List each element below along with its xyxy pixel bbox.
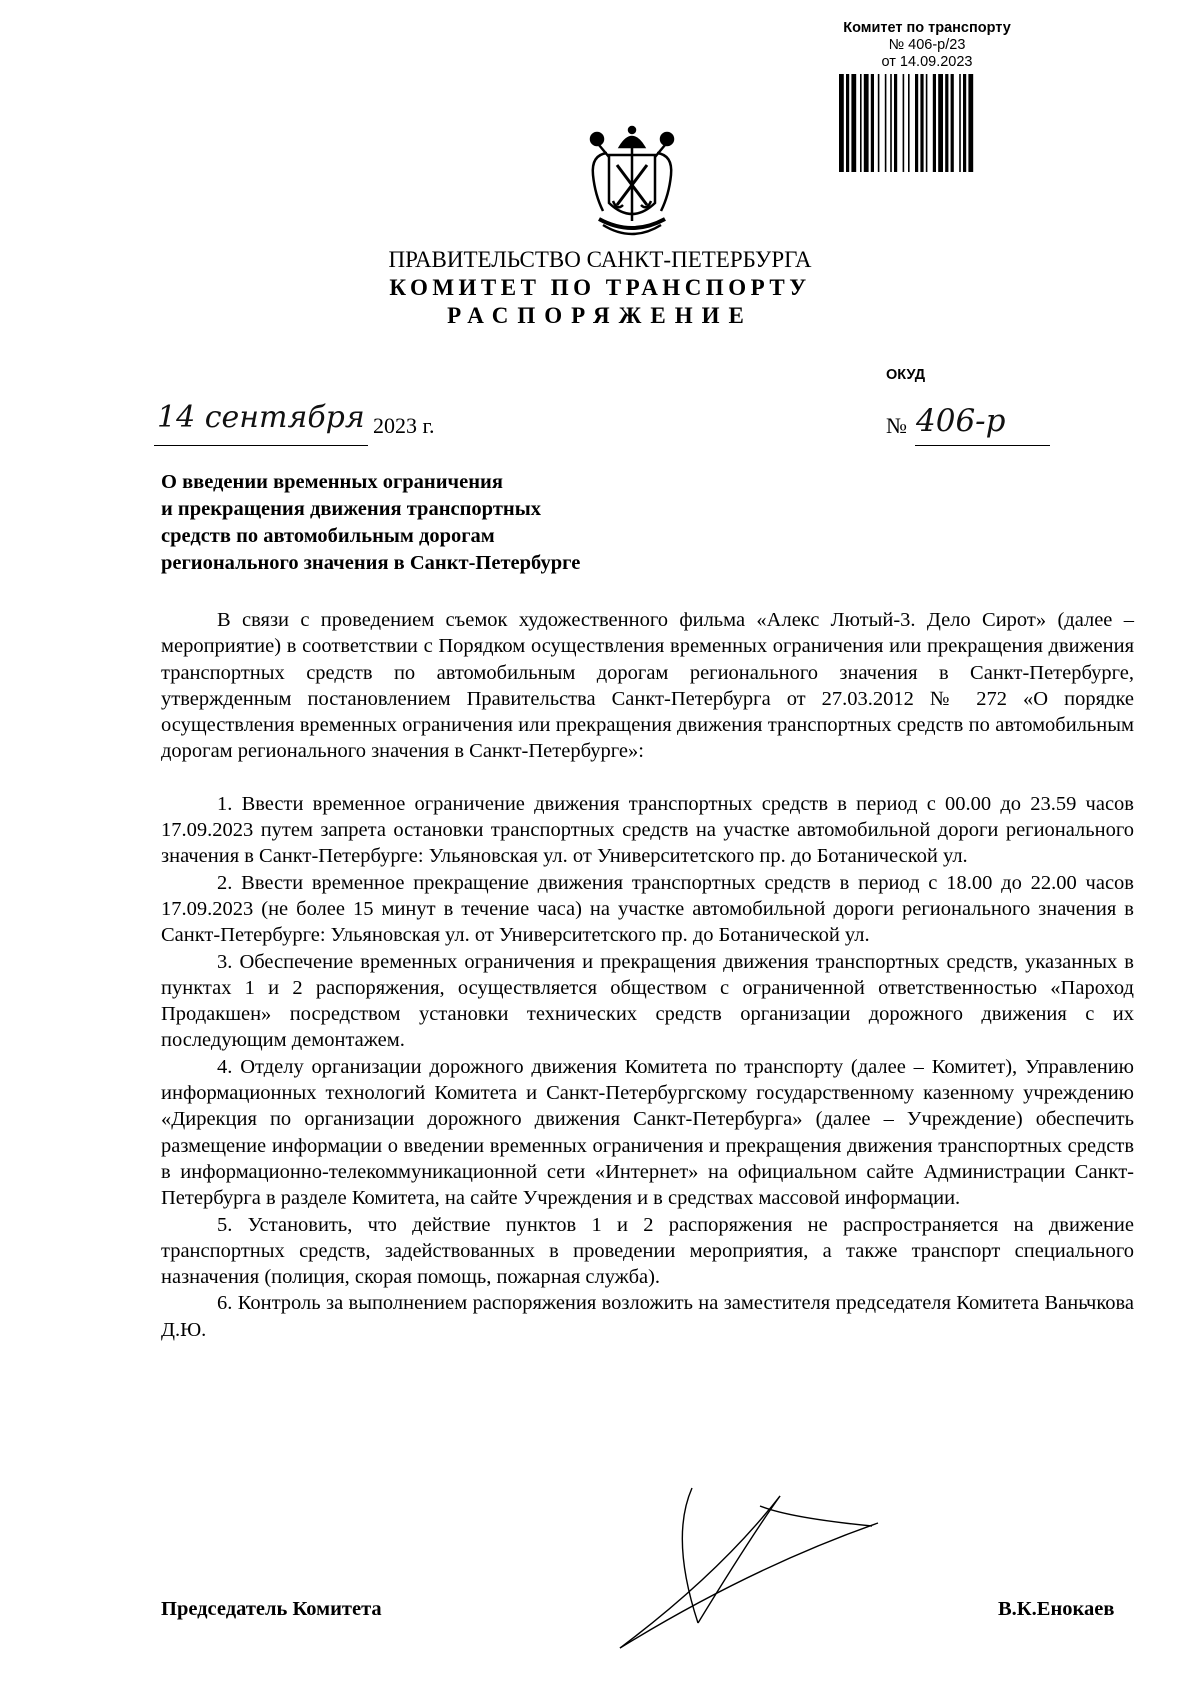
subject-line: средств по автомобильным дорогам (161, 525, 495, 547)
handwritten-signature (610, 1478, 880, 1658)
stamp-date: от 14.09.2023 (881, 54, 973, 70)
document-subject (161, 469, 761, 577)
subject-line: регионального значения в Санкт-Петербурге (161, 552, 581, 574)
okud-label: ОКУД (886, 367, 926, 383)
order-item-3: 3. Обеспечение временных ограничения и прекращения движения транспортных средств, указанных в пунктах 1 и 2 распоряжения, осуществляется обществом с ограниченной ответственностью «Пароход Продакшен» посредством установки технических средств организации дорожного движения с их последующим демонтажем. (161, 950, 1134, 1052)
year-label: 2023 г. (373, 413, 435, 438)
order-item-2: 2. Ввести временное прекращение движения транспортных средств в период с 18.00 до 22.00 часов 17.09.2023 (не более 15 минут в течение часа) на участке автомобильной дороги регионального значения в Санкт-Петербурге: Ульяновская ул. от Университетского пр. до Ботанической ул. (161, 871, 1134, 947)
document-body (161, 607, 1134, 1343)
document-type: РАСПОРЯЖЕНИЕ (447, 303, 753, 328)
preamble-paragraph: В связи с проведением съемок художественного фильма «Алекс Лютый-3. Дело Сирот» (далее – мероприятие) в соответствии с Порядком осуществления временных ограничения или прекращения движения транспортных средств по автомобильным дорогам регионального значения в Санкт-Петербурге, утвержденным постановлением Правительства Санкт-Петербурга от 27.03.2012 № 272 «О порядке осуществления временных ограничения или прекращения движения транспортных средств по автомобильным дорогам регионального значения в Санкт-Петербурге»: (161, 609, 1134, 763)
subject-line: и прекращения движения транспортных (161, 498, 541, 520)
barcode-icon (839, 74, 1035, 172)
handwritten-number: 406-р (916, 403, 1006, 439)
order-item-6: 6. Контроль за выполнением распоряжения возложить на заместителя председателя Комитета Ваньчкова Д.Ю. (161, 1292, 1134, 1341)
stamp-title: Комитет по транспорту (843, 20, 1011, 36)
order-item-5: 5. Установить, что действие пунктов 1 и 2 распоряжения не распространяется на движение транспортных средств, задействованных в проведении мероприятия, а также транспорт специального назначения (полиция, скорая помощь, пожарная служба). (161, 1213, 1134, 1289)
order-item-1: 1. Ввести временное ограничение движения транспортных средств в период с 00.00 до 23.59 часов 17.09.2023 путем запрета остановки транспортных средств на участке автомобильной дороги регионального значения в Санкт-Петербурге: Ульяновская ул. от Университетского пр. до Ботанической ул. (161, 792, 1134, 868)
registration-stamp (822, 20, 1032, 71)
subject-line: О введении временных ограничения (161, 471, 503, 493)
signer-title: Председатель Комитета (161, 1598, 382, 1620)
order-item-4: 4. Отделу организации дорожного движения Комитета по транспорту (далее – Комитет), Управлению информационных технологий Комитета и Санкт-Петербургскому государственному казенному учреждению «Дирекция по организации дорожного движения Санкт-Петербурга» (далее – Учреждение) обеспечить размещение информации о введении временных ограничения и прекращения движения транспортных средств в информационно-телекоммуникационной сети «Интернет» на официальном сайте Администрации Санкт-Петербурга в разделе Комитета, на сайте Учреждения и в средствах массовой информации. (161, 1055, 1134, 1210)
government-title: ПРАВИТЕЛЬСТВО САНКТ-ПЕТЕРБУРГА (388, 247, 812, 272)
stamp-number: № 406-р/23 (888, 37, 966, 53)
signer-name: В.К.Енокаев (998, 1598, 1115, 1620)
coat-of-arms-icon (587, 125, 677, 243)
number-sign: № (886, 413, 907, 438)
handwritten-date: 14 сентября (157, 400, 365, 435)
committee-title: КОМИТЕТ ПО ТРАНСПОРТУ (389, 275, 811, 300)
